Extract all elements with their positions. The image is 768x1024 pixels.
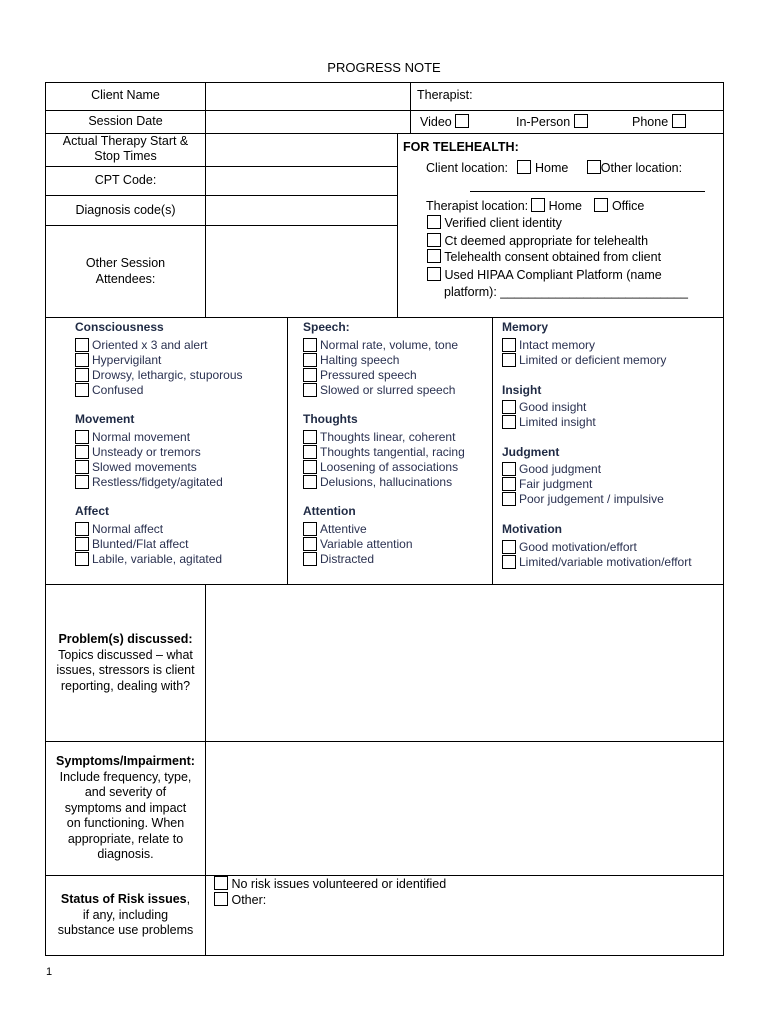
checkbox-item[interactable]: [502, 492, 664, 506]
in-person-checkbox[interactable]: [574, 114, 588, 128]
checkbox-item[interactable]: [303, 552, 374, 566]
client-location-label: Client location:: [426, 161, 508, 175]
checkbox[interactable]: [502, 400, 516, 414]
symptoms-line: diagnosis.: [97, 847, 154, 861]
checkbox-label: Good motivation/effort: [519, 540, 637, 554]
checkbox-label: Limited insight: [519, 415, 596, 429]
other-risk-checkbox[interactable]: [214, 892, 228, 906]
client-home-checkbox[interactable]: [517, 160, 531, 174]
checkbox-item[interactable]: [502, 555, 692, 569]
symptoms-line: symptoms and impact: [64, 800, 187, 815]
insight-title: Insight: [502, 383, 542, 397]
risk-option[interactable]: [214, 876, 446, 892]
attention-title: Attention: [303, 504, 356, 518]
checkbox-item[interactable]: [502, 353, 666, 367]
checkbox-label: Normal rate, volume, tone: [320, 338, 459, 352]
problems-line: reporting, dealing with?: [60, 678, 191, 693]
risk-heading-suffix: ,: [186, 892, 191, 906]
checkbox-label: Normal movement: [92, 430, 191, 444]
symptoms-line: and severity of: [84, 785, 167, 799]
checkbox-item[interactable]: [75, 368, 243, 382]
checkbox-label: Variable attention: [320, 537, 413, 551]
checkbox-item[interactable]: [303, 522, 367, 536]
risk-label: [46, 892, 205, 939]
symptoms-input[interactable]: [206, 742, 723, 875]
checkbox[interactable]: [75, 460, 89, 474]
checkbox-label: Unsteady or tremors: [92, 445, 201, 459]
in-person-label: In-Person: [516, 115, 571, 129]
checkbox[interactable]: [75, 383, 89, 397]
checkbox-label: Labile, variable, agitated: [92, 552, 223, 566]
symptoms-line: on functioning. When: [66, 816, 185, 830]
checkbox-item[interactable]: [303, 338, 458, 352]
problems-label: [46, 632, 205, 694]
problems-input[interactable]: [206, 585, 723, 741]
phone-checkbox[interactable]: [672, 114, 686, 128]
checkbox[interactable]: [502, 477, 516, 491]
symptoms-line: Include frequency, type,: [59, 769, 192, 784]
therapy-times-label: [46, 134, 205, 164]
checkbox-label: Slowed movements: [92, 460, 197, 474]
attendees-line: Other Session: [85, 256, 166, 270]
checkbox[interactable]: [502, 462, 516, 476]
diagnosis-codes-input[interactable]: [206, 196, 397, 225]
checkbox[interactable]: [303, 522, 317, 536]
therapist-home-label: Home: [548, 199, 582, 213]
video-checkbox[interactable]: [455, 114, 469, 128]
symptoms-line: appropriate, relate to: [67, 831, 184, 846]
telehealth-check-label: Verified client identity: [444, 216, 562, 230]
checkbox[interactable]: [303, 445, 317, 459]
checkbox-label: Blunted/Flat affect: [92, 537, 189, 551]
risk-option[interactable]: [214, 892, 266, 908]
attendees-input[interactable]: [206, 226, 397, 317]
checkbox[interactable]: [75, 368, 89, 382]
checkbox[interactable]: [502, 492, 516, 506]
telehealth-check-label: Used HIPAA Compliant Platform (name: [444, 268, 662, 282]
checkbox[interactable]: [303, 552, 317, 566]
phone-label: Phone: [632, 115, 669, 129]
page-title: PROGRESS NOTE: [327, 60, 441, 75]
therapist-location-label: Therapist location:: [426, 199, 529, 213]
checkbox-label: Confused: [92, 383, 144, 397]
checkbox-label: Hypervigilant: [92, 353, 162, 367]
client-home-label: Home: [534, 161, 569, 175]
checkbox[interactable]: [75, 552, 89, 566]
risk-line: if any, including: [82, 907, 169, 922]
checkbox-item[interactable]: [303, 368, 417, 382]
checkbox-item[interactable]: [303, 445, 465, 459]
checkbox-label: Slowed or slurred speech: [320, 383, 456, 397]
checkbox-label: Pressured speech: [320, 368, 417, 382]
checkbox-item[interactable]: [75, 460, 197, 474]
therapy-times-line: Stop Times: [94, 149, 157, 163]
risk-option-label: No risk issues volunteered or identified: [231, 877, 447, 891]
checkbox[interactable]: [75, 522, 89, 536]
checkbox-item[interactable]: [75, 475, 223, 489]
checkbox-item[interactable]: [502, 338, 595, 352]
checkbox-label: Halting speech: [320, 353, 400, 367]
therapist-location-row: [426, 198, 644, 214]
checkbox-label: Poor judgement / impulsive: [519, 492, 664, 506]
checkbox-item[interactable]: [502, 462, 601, 476]
checkbox-item[interactable]: [502, 477, 592, 491]
checkbox[interactable]: [502, 338, 516, 352]
consciousness-title: Consciousness: [75, 320, 164, 334]
client-other-location-checkbox[interactable]: [587, 160, 601, 174]
in-person-option[interactable]: [516, 114, 588, 130]
checkbox[interactable]: [502, 353, 516, 367]
telehealth-heading: FOR TELEHEALTH:: [403, 140, 519, 154]
checkbox[interactable]: [502, 415, 516, 429]
checkbox[interactable]: [75, 537, 89, 551]
checkbox-label: Limited or deficient memory: [519, 353, 667, 367]
risk-heading: Status of Risk issues: [60, 892, 187, 906]
client-name-label: Client Name: [91, 88, 160, 102]
verified-identity-checkbox[interactable]: [427, 215, 441, 229]
video-option[interactable]: [420, 114, 469, 130]
checkbox[interactable]: [303, 430, 317, 444]
checkbox[interactable]: [75, 338, 89, 352]
checkbox-item[interactable]: [75, 552, 222, 566]
checkbox-label: Limited/variable motivation/effort: [519, 555, 692, 569]
symptoms-label: [46, 754, 205, 863]
checkbox-label: Intact memory: [519, 338, 596, 352]
checkbox[interactable]: [75, 445, 89, 459]
checkbox[interactable]: [303, 353, 317, 367]
checkbox-label: Normal affect: [92, 522, 164, 536]
checkbox-item[interactable]: [502, 400, 586, 414]
checkbox-item[interactable]: [303, 460, 458, 474]
checkbox-label: Good insight: [519, 400, 587, 414]
checkbox[interactable]: [75, 353, 89, 367]
checkbox-item[interactable]: [75, 353, 161, 367]
checkbox-label: Loosening of associations: [320, 460, 459, 474]
telehealth-check-item[interactable]: [427, 215, 562, 231]
client-name-input[interactable]: [206, 83, 410, 110]
risk-line: substance use problems: [57, 923, 194, 937]
problems-line: Topics discussed – what: [58, 647, 193, 662]
telehealth-check-label: Ct deemed appropriate for telehealth: [444, 234, 649, 248]
consent-checkbox[interactable]: [427, 249, 441, 263]
appropriate-checkbox[interactable]: [427, 233, 441, 247]
checkbox[interactable]: [502, 555, 516, 569]
telehealth-check-item[interactable]: [427, 249, 661, 265]
therapist-office-label: Office: [611, 199, 645, 213]
speech-title: Speech:: [303, 320, 350, 334]
memory-title: Memory: [502, 320, 549, 334]
checkbox-label: Drowsy, lethargic, stuporous: [92, 368, 243, 382]
video-label: Video: [420, 115, 452, 129]
checkbox-item[interactable]: [75, 445, 201, 459]
page-number: 1: [46, 966, 53, 978]
therapist-home-checkbox[interactable]: [531, 198, 545, 212]
no-risk-checkbox[interactable]: [214, 876, 228, 890]
checkbox-label: Oriented x 3 and alert: [92, 338, 208, 352]
checkbox[interactable]: [303, 368, 317, 382]
checkbox-item[interactable]: [303, 353, 399, 367]
motivation-title: Motivation: [502, 522, 562, 536]
therapist-office-checkbox[interactable]: [594, 198, 608, 212]
diagnosis-codes-label: Diagnosis code(s): [75, 203, 176, 217]
cpt-code-input[interactable]: [206, 167, 397, 195]
phone-option[interactable]: [632, 114, 686, 130]
checkbox-label: Attentive: [320, 522, 367, 536]
checkbox-item[interactable]: [75, 338, 207, 352]
checkbox[interactable]: [303, 383, 317, 397]
platform-field[interactable]: platform): ___________________________: [444, 285, 688, 299]
telehealth-check-item[interactable]: [427, 267, 662, 283]
checkbox-item[interactable]: [75, 430, 190, 444]
risk-option-label: Other:: [231, 893, 267, 907]
problems-line: issues, stressors is client: [56, 663, 195, 677]
session-date-input[interactable]: [206, 111, 410, 133]
telehealth-check-item[interactable]: [427, 233, 648, 249]
other-location-input-line[interactable]: [470, 191, 705, 192]
checkbox-item[interactable]: [75, 383, 143, 397]
client-location-row: [426, 160, 682, 176]
checkbox-label: Restless/fidgety/agitated: [92, 475, 223, 489]
checkbox-label: Delusions, hallucinations: [320, 475, 453, 489]
telehealth-check-label: Telehealth consent obtained from client: [444, 250, 662, 264]
therapist-label: Therapist:: [417, 88, 473, 102]
checkbox-label: Thoughts linear, coherent: [320, 430, 456, 444]
checkbox-label: Thoughts tangential, racing: [320, 445, 465, 459]
checkbox-label: Distracted: [320, 552, 375, 566]
checkbox-label: Fair judgment: [519, 477, 593, 491]
cpt-code-label: CPT Code:: [94, 173, 157, 187]
therapy-times-input[interactable]: [206, 134, 397, 166]
checkbox-item[interactable]: [303, 383, 455, 397]
checkbox-item[interactable]: [75, 522, 163, 536]
session-date-label: Session Date: [88, 114, 163, 128]
checkbox[interactable]: [502, 540, 516, 554]
checkbox[interactable]: [303, 475, 317, 489]
checkbox[interactable]: [303, 460, 317, 474]
checkbox-item[interactable]: [303, 537, 413, 551]
therapy-times-line: Actual Therapy Start &: [62, 134, 189, 148]
client-other-location-label: Other location:: [600, 161, 683, 175]
attendees-line: Attendees:: [95, 272, 156, 286]
thoughts-title: Thoughts: [303, 412, 358, 426]
checkbox[interactable]: [75, 430, 89, 444]
symptoms-heading: Symptoms/Impairment:: [56, 754, 195, 768]
checkbox[interactable]: [75, 475, 89, 489]
movement-title: Movement: [75, 412, 135, 426]
judgment-title: Judgment: [502, 445, 560, 459]
checkbox-label: Good judgment: [519, 462, 602, 476]
checkbox-item[interactable]: [303, 475, 452, 489]
hipaa-checkbox[interactable]: [427, 267, 441, 281]
problems-heading: Problem(s) discussed:: [58, 632, 193, 646]
checkbox[interactable]: [303, 338, 317, 352]
checkbox[interactable]: [303, 537, 317, 551]
checkbox-item[interactable]: [303, 430, 455, 444]
checkbox-item[interactable]: [75, 537, 189, 551]
attendees-label: [46, 255, 205, 287]
affect-title: Affect: [75, 504, 110, 518]
checkbox-item[interactable]: [502, 540, 637, 554]
checkbox-item[interactable]: [502, 415, 596, 429]
